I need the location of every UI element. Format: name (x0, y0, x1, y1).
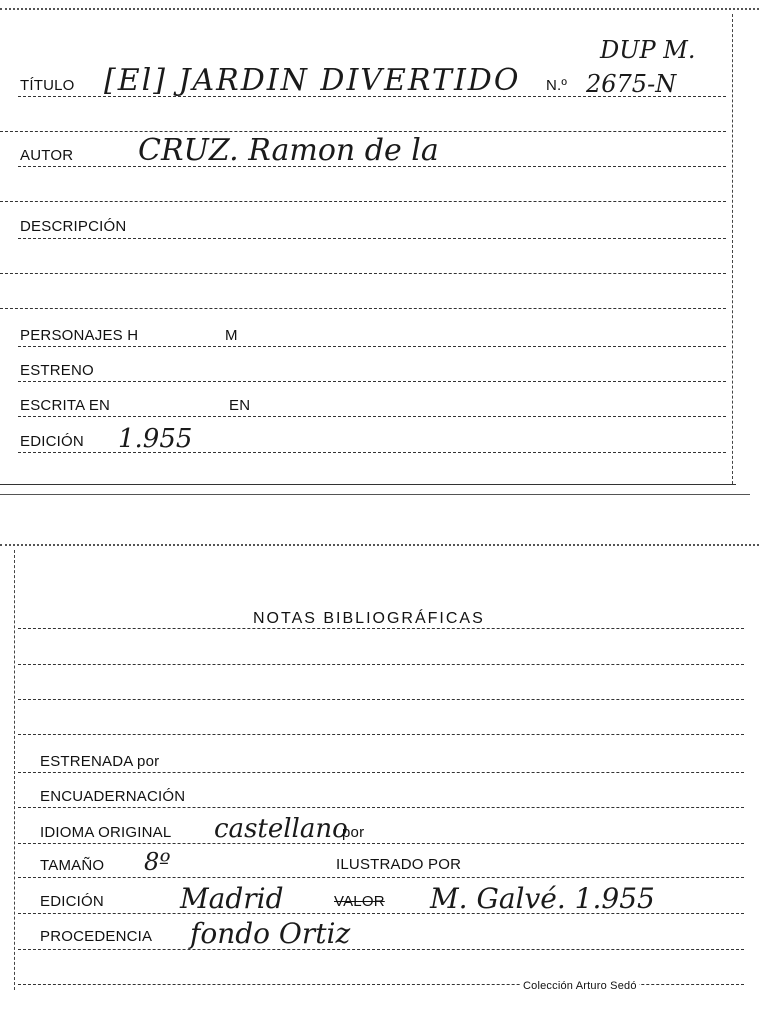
written-in-label: ESCRITA EN (20, 397, 111, 414)
illustrated-label: ILUSTRADO POR (336, 856, 462, 873)
characters-label: PERSONAJES H (20, 327, 139, 344)
author-rule (18, 166, 726, 167)
title-label: TÍTULO (20, 77, 75, 94)
card-right-edge (732, 14, 733, 484)
description-label: DESCRIPCIÓN (20, 218, 127, 235)
edition-value: 1.955 (118, 424, 193, 454)
description-rule-3 (0, 308, 726, 309)
premiere-label: ESTRENO (20, 362, 94, 379)
notes-rule-2 (18, 699, 744, 700)
description-rule (18, 238, 726, 239)
characters-m-label: M (225, 327, 238, 344)
edition-rule (18, 913, 744, 914)
card-bottom-edge (0, 484, 736, 485)
blank-rule (0, 201, 726, 202)
notes-rule-3 (18, 734, 744, 735)
author-label: AUTOR (20, 147, 74, 164)
heading-rule (18, 628, 744, 629)
edition-publisher: M. Galvé. 1.955 (430, 882, 655, 915)
provenance-value: fondo Ortiz (190, 917, 351, 950)
original-language-value: castellano (214, 814, 348, 844)
top-annotation: DUP M. (600, 36, 696, 64)
premiered-by-label: ESTRENADA por (40, 753, 160, 770)
original-language-por: por (342, 824, 365, 841)
edition-label: EDICIÓN (20, 433, 84, 450)
number-label: N.º (546, 77, 568, 94)
author-value: CRUZ. Ramon de la (138, 133, 439, 168)
card-left-edge (14, 550, 15, 990)
cards-separator (0, 494, 750, 495)
edition-place: Madrid (180, 882, 284, 915)
original-language-rule (18, 843, 744, 844)
original-language-label: IDIOMA ORIGINAL (40, 824, 172, 841)
edition-label: EDICIÓN (40, 893, 104, 910)
notes-rule-1 (18, 664, 744, 665)
written-in-rule (18, 416, 726, 417)
description-rule-2 (0, 273, 726, 274)
premiered-by-rule (18, 772, 744, 773)
size-rule (18, 877, 744, 878)
characters-rule (18, 346, 726, 347)
notes-heading: NOTAS BIBLIOGRÁFICAS (253, 610, 485, 627)
card-top-edge (0, 544, 759, 549)
catalog-card-front (0, 0, 759, 492)
premiere-rule (18, 381, 726, 382)
number-value: 2675-N (586, 70, 677, 98)
catalog-card-back (0, 540, 759, 1028)
value-label: VALOR (334, 893, 385, 910)
provenance-label: PROCEDENCIA (40, 928, 153, 945)
written-en-label: EN (229, 397, 251, 414)
card-top-edge (0, 8, 759, 13)
binding-rule (18, 807, 744, 808)
title-rule (18, 96, 726, 97)
blank-rule (0, 131, 726, 132)
edition-rule (18, 452, 726, 453)
title-value: [El] JARDIN DIVERTIDO (104, 63, 521, 98)
size-label: TAMAÑO (40, 857, 105, 874)
provenance-rule (18, 949, 744, 950)
collection-footer: Colección Arturo Sedó (523, 980, 637, 992)
size-value: 8º (144, 848, 171, 876)
binding-label: ENCUADERNACIÓN (40, 788, 186, 805)
